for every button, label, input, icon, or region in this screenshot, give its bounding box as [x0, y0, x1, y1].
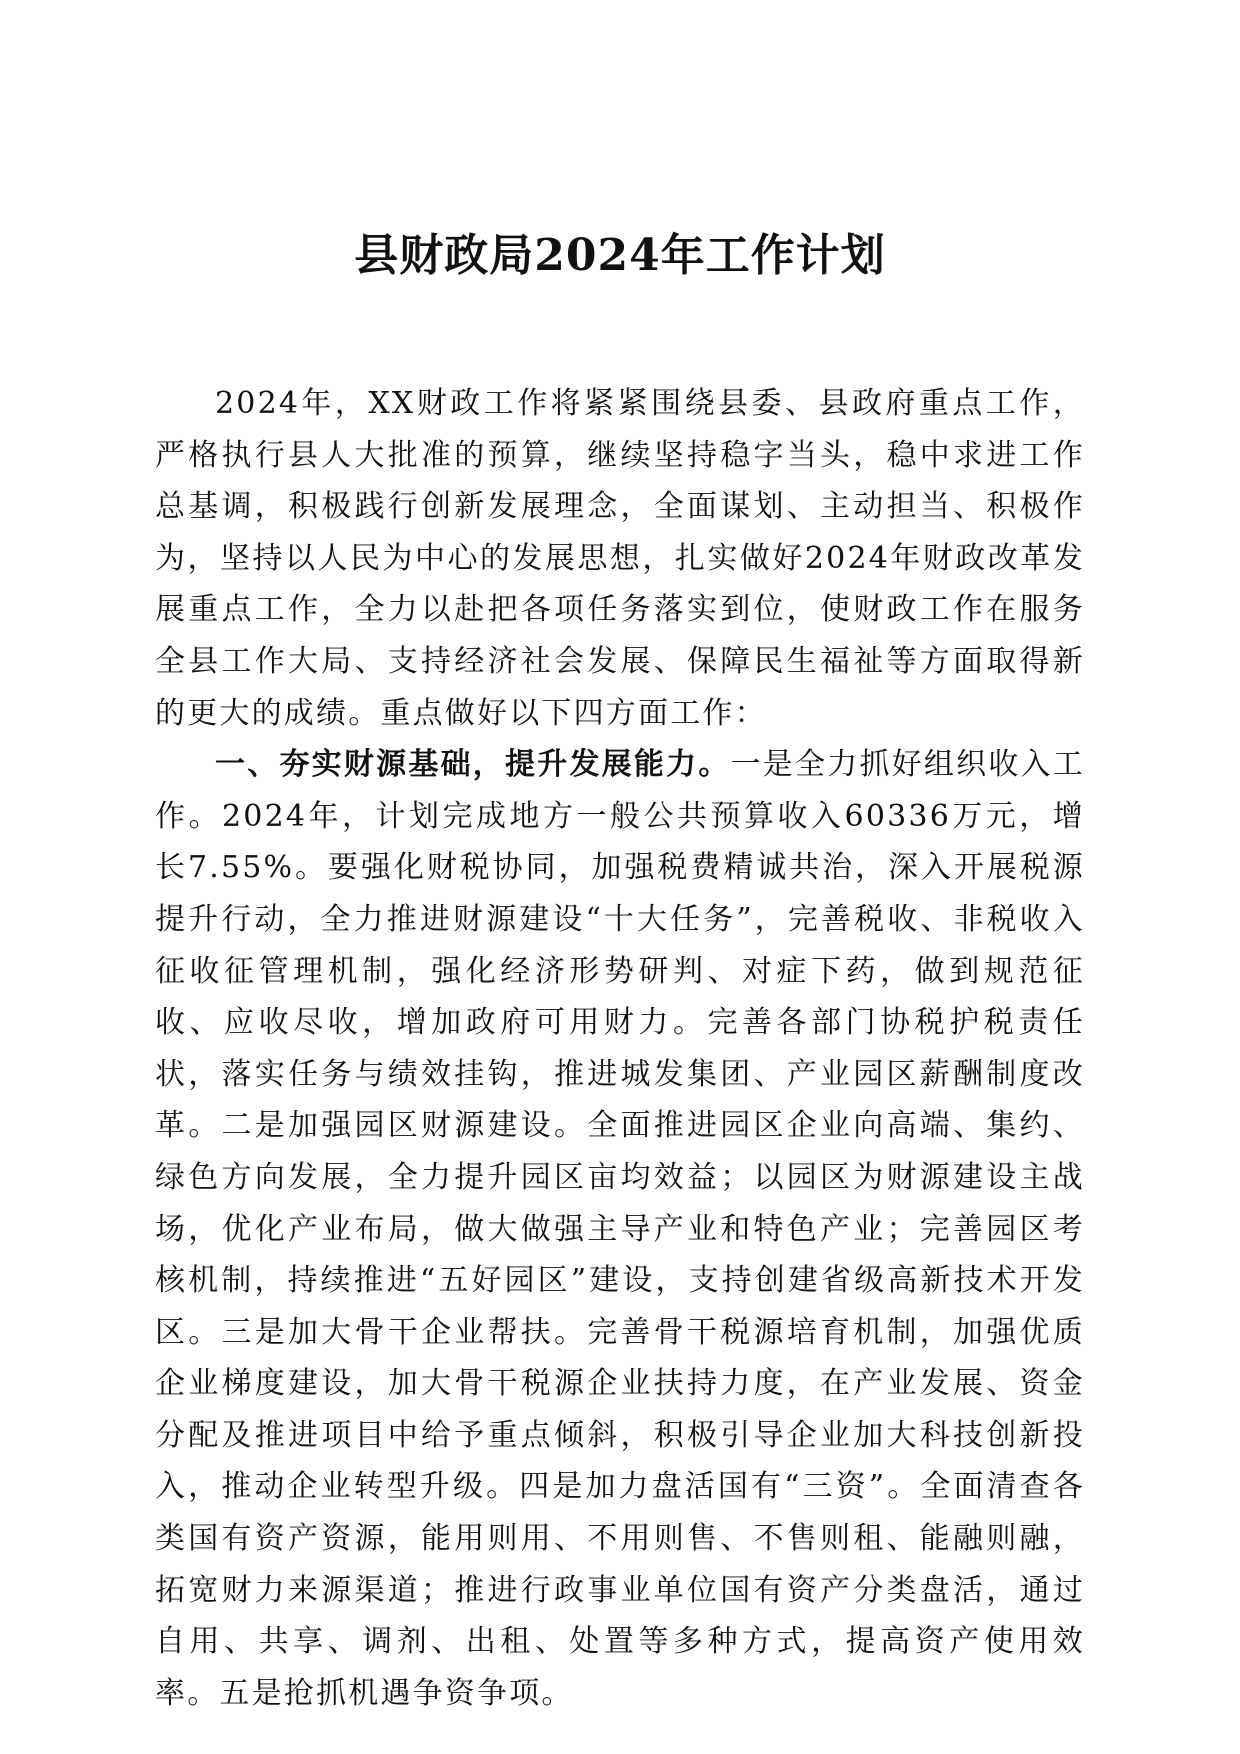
intro-paragraph — [155, 378, 1085, 739]
section-one-text: 一是全力抓好组织收入工作。2024年，计划完成地方一般公共预算收入60336万元，增长7.55%。要强化财税协同，加强税费精诚共治，深入开展税源提升行动，全力推进财源建设“十大任务”，完善税收、非税收入征收征管理机制，强化经济形势研判、对症下药，做到规范征收、应收尽收，增加政府可用财力。完善各部门协税护税责任状，落实任务与绩效挂钩，推进城发集团、产业园区薪酬制度改革。二是加强园区财源建设。全面推进园区企业向高端、集约、绿色方向发展，全力提升园区亩均效益；以园区为财源建设主战场，优化产业布局，做大做强主导产业和特色产业；完善园区考核机制，持续推进“五好园区”建设，支持创建省级高新技术开发区。三是加大骨干企业帮扶。完善骨干税源培育机制，加强优质企业梯度建设，加大骨干税源企业扶持力度，在产业发展、资金分配及推进项目中给予重点倾斜，积极引导企业加大科技创新投入，推动企业转型升级。四是加力盘活国有“三资”。全面清查各类国有资产资源，能用则用、不用则售、不售则租、能融则融，拓宽财力来源渠道；推进行政事业单位国有资产分类盘活，通过自用、共享、调剂、出租、处置等多种方式，提高资产使用效率。五是抢抓机遇争资争项。 — [155, 747, 1086, 1711]
document-body — [155, 378, 1085, 1719]
document-title: 县财政局2024年工作计划 — [354, 230, 886, 281]
section-one-paragraph — [155, 739, 1085, 1719]
section-one-heading: 一、夯实财源基础，提升发展能力。 — [215, 747, 731, 783]
intro-paragraph-text: 2024年，XX财政工作将紧紧围绕县委、县政府重点工作，严格执行县人大批准的预算，继续坚持稳字当头，稳中求进工作总基调，积极践行创新发展理念，全面谋划、主动担当、积极作为，坚持以人民为中心的发展思想，扎实做好2024年财政改革发展重点工作，全力以赴把各项任务落实到位，使财政工作在服务全县工作大局、支持经济社会发展、保障民生福祉等方面取得新的更大的成绩。重点做好以下四方面工作： — [155, 386, 1085, 731]
